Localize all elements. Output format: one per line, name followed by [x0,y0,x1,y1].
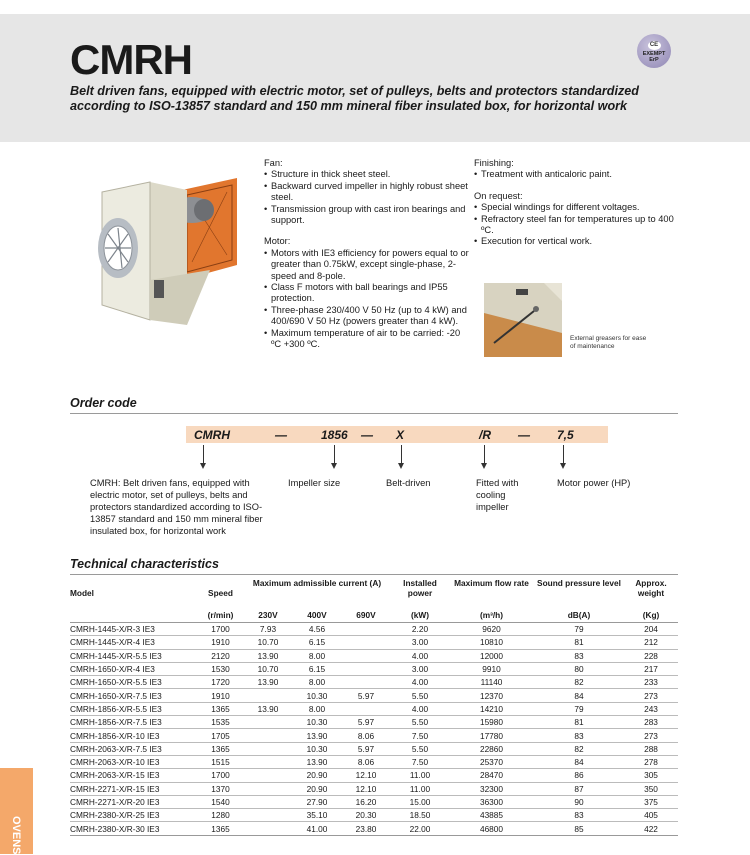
list-item: • Special windings for different voltages. [474,202,674,213]
code-part-drive: X [396,428,405,442]
table-cell: 11140 [449,676,534,689]
table-cell: 36300 [449,795,534,808]
table-row [70,822,678,835]
table-row [70,769,678,782]
table-cell: 22860 [449,742,534,755]
table-cell: 8.06 [341,755,391,768]
model-cell: CMRH-1856-X/R-10 IE3 [70,729,198,742]
table-cell: 81 [534,716,624,729]
code-desc-size: Impeller size [288,478,341,488]
table-cell: 28470 [449,769,534,782]
model-cell: CMRH-2271-X/R-15 IE3 [70,782,198,795]
page-title: CMRH [70,36,192,83]
table-cell: 1910 [198,689,243,702]
model-cell: CMRH-1650-X/R-7.5 IE3 [70,689,198,702]
list-item: • Refractory steel fan for temperatures up to 400 ºC. [474,214,674,237]
unit-cell: dB(A) [534,608,624,623]
table-cell: 13.90 [293,729,341,742]
list-item: • Motors with IE3 efficiency for powers equal to or greater than 0.75kW, except single-phase, 2-speed and 8-pole. [264,248,469,282]
table-row [70,702,678,715]
section-side-tab [0,768,33,854]
arrow-down-icon [401,445,402,464]
table-cell: 228 [624,649,678,662]
table-cell: 3.00 [391,662,449,675]
list-item: • Transmission group with cast iron bearings and support. [264,204,469,227]
units-row [70,608,678,623]
table-cell: 32300 [449,782,534,795]
unit-cell [70,608,198,623]
col-flow: Maximum flow rate [454,578,529,588]
greaser-caption: External greasers for ease of maintenance [570,335,647,350]
unit-cell: (Kg) [624,608,678,623]
table-cell: 5.50 [391,689,449,702]
list-item: • Three-phase 230/400 V 50 Hz (up to 4 kW) and 400/690 V 50 Hz (powers greater than 4 kW). [264,305,469,328]
code-desc-series: CMRH: Belt driven fans, equipped with electric motor, set of pulleys, belts and protectors standardized according to ISO-13857 standard and 150 mm mineral fiber insulated box, for horizontal work [90,478,263,536]
table-cell: 283 [624,716,678,729]
table-cell: 5.50 [391,742,449,755]
table-cell: 2.20 [391,623,449,636]
table-cell: 4.00 [391,676,449,689]
table-cell: 83 [534,809,624,822]
unit-cell: 400V [293,608,341,623]
table-cell: 41.00 [293,822,341,835]
table-cell: 1370 [198,782,243,795]
table-cell [243,689,293,702]
greaser-photo [484,283,562,357]
unit-cell: (m³/h) [449,608,534,623]
table-cell [243,795,293,808]
arrow-down-icon [203,445,204,464]
table-cell: 84 [534,689,624,702]
col-speed: Speed [208,588,233,598]
order-code-title: Order code [70,396,137,410]
table-cell: 27.90 [293,795,341,808]
col-current: Maximum admissible current (A) [252,578,382,588]
fan-product-image [92,170,242,350]
table-cell: 12.10 [341,782,391,795]
table-cell: 23.80 [341,822,391,835]
table-cell: 7.93 [243,623,293,636]
code-part-dash: — [361,428,373,442]
table-cell: 1705 [198,729,243,742]
table-cell: 8.06 [341,729,391,742]
table-cell: 16.20 [341,795,391,808]
table-row [70,636,678,649]
table-cell: 9910 [449,662,534,675]
table-cell: 5.97 [341,716,391,729]
table-cell: 4.56 [293,623,341,636]
table-cell: 1540 [198,795,243,808]
code-desc-cooling: Fitted with cooling impeller [476,478,519,512]
list-item: • Maximum temperature of air to be carried: -20 ºC +300 ºC. [264,328,469,351]
features-column-1 [264,158,469,361]
table-cell: 83 [534,649,624,662]
model-cell: CMRH-1445-X/R-4 IE3 [70,636,198,649]
table-cell: 305 [624,769,678,782]
table-cell: 79 [534,702,624,715]
table-cell: 20.90 [293,782,341,795]
table-cell: 3.00 [391,636,449,649]
table-cell: 85 [534,822,624,835]
col-sound: Sound pressure level [537,578,621,588]
features-column-2 [474,158,674,258]
fan-heading: Fan: [264,158,283,168]
fan-list [264,169,469,226]
unit-cell: (r/min) [198,608,243,623]
model-cell: CMRH-1650-X/R-5.5 IE3 [70,676,198,689]
table-cell: 204 [624,623,678,636]
table-cell: 10.30 [293,716,341,729]
finishing-list [474,169,674,180]
side-tab-label: OVENS [10,816,22,855]
table-cell: 10.30 [293,742,341,755]
ce-mark-icon: CE [648,41,661,50]
table-row [70,676,678,689]
table-cell: 15.00 [391,795,449,808]
motor-list [264,248,469,351]
table-cell: 86 [534,769,624,782]
table-cell: 46800 [449,822,534,835]
table-cell [243,822,293,835]
table-cell: 4.00 [391,649,449,662]
arrow-down-icon [563,445,564,464]
model-cell: CMRH-1445-X/R-5.5 IE3 [70,649,198,662]
on-request-list [474,202,674,248]
unit-cell: 690V [341,608,391,623]
model-cell: CMRH-2063-X/R-7.5 IE3 [70,742,198,755]
table-cell: 2120 [198,649,243,662]
table-cell: 8.00 [293,676,341,689]
unit-cell: 230V [243,608,293,623]
table-cell: 17780 [449,729,534,742]
table-cell [243,742,293,755]
table-cell: 278 [624,755,678,768]
table-cell: 288 [624,742,678,755]
code-part-cooling: /R [479,428,491,442]
table-cell: 1515 [198,755,243,768]
model-cell: CMRH-2063-X/R-15 IE3 [70,769,198,782]
table-cell: 5.50 [391,716,449,729]
col-weight: Approx. weight [635,578,667,598]
table-cell [341,676,391,689]
code-part-dash: — [275,428,287,442]
arrow-down-icon [334,445,335,464]
table-cell: 7.50 [391,729,449,742]
table-cell [243,769,293,782]
table-row [70,662,678,675]
arrow-down-icon [484,445,485,464]
list-item: • Treatment with anticaloric paint. [474,169,674,180]
table-cell: 375 [624,795,678,808]
badge-line-2: ErP [649,57,659,63]
motor-heading: Motor: [264,236,291,247]
order-code-divider [70,413,678,414]
table-cell: 422 [624,822,678,835]
code-part-size: 1856 [321,428,348,442]
code-part-dash: — [518,428,530,442]
table-cell: 20.90 [293,769,341,782]
code-part-series: CMRH [194,428,230,442]
col-power: Installed power [403,578,437,598]
model-cell: CMRH-1856-X/R-5.5 IE3 [70,702,198,715]
table-cell: 14210 [449,702,534,715]
table-cell: 1365 [198,742,243,755]
model-cell: CMRH-1856-X/R-7.5 IE3 [70,716,198,729]
table-cell: 7.50 [391,755,449,768]
table-cell: 217 [624,662,678,675]
badge-line-1: EXEMPT [642,51,666,57]
table-row [70,689,678,702]
table-cell: 8.00 [293,702,341,715]
table-cell: 6.15 [293,662,341,675]
table-row [70,742,678,755]
table-cell: 273 [624,689,678,702]
table-cell: 25370 [449,755,534,768]
table-cell: 11.00 [391,769,449,782]
table-cell [341,623,391,636]
table-cell: 12.10 [341,769,391,782]
table-cell: 6.15 [293,636,341,649]
finishing-heading: Finishing: [474,158,514,168]
tech-divider [70,574,678,575]
table-cell: 1700 [198,623,243,636]
list-item: • Structure in thick sheet steel. [264,169,469,180]
table-cell: 1700 [198,769,243,782]
table-row [70,795,678,808]
table-cell: 18.50 [391,809,449,822]
table-row [70,716,678,729]
model-cell: CMRH-2063-X/R-10 IE3 [70,755,198,768]
table-cell [243,755,293,768]
table-cell: 87 [534,782,624,795]
table-cell: 84 [534,755,624,768]
table-cell [341,662,391,675]
table-cell: 9620 [449,623,534,636]
model-cell: CMRH-2380-X/R-30 IE3 [70,822,198,835]
table-cell: 405 [624,809,678,822]
model-cell: CMRH-2271-X/R-20 IE3 [70,795,198,808]
table-cell: 1535 [198,716,243,729]
table-cell: 83 [534,729,624,742]
table-cell [243,729,293,742]
table-cell: 79 [534,623,624,636]
table-cell: 1365 [198,702,243,715]
tech-title: Technical characteristics [70,557,219,571]
table-row [70,649,678,662]
table-cell: 12000 [449,649,534,662]
table-cell [243,782,293,795]
table-row [70,782,678,795]
list-item: • Execution for vertical work. [474,236,674,247]
header-band [0,14,750,142]
table-cell: 5.97 [341,689,391,702]
table-row [70,755,678,768]
model-cell: CMRH-1445-X/R-3 IE3 [70,623,198,636]
table-cell: 233 [624,676,678,689]
page-subtitle: Belt driven fans, equipped with electric motor, set of pulleys, belts and protectors standardized according to ISO-13857 standard and 150 mm mineral fiber insulated box, for horizontal work [70,84,639,113]
table-cell: 80 [534,662,624,675]
table-cell: 43885 [449,809,534,822]
table-cell: 82 [534,676,624,689]
table-cell: 1910 [198,636,243,649]
table-cell: 350 [624,782,678,795]
table-row [70,729,678,742]
table-cell: 212 [624,636,678,649]
table-cell: 1365 [198,822,243,835]
model-cell: CMRH-2380-X/R-25 IE3 [70,809,198,822]
table-cell: 22.00 [391,822,449,835]
col-model: Model [70,588,94,598]
table-cell: 10.70 [243,636,293,649]
table-cell: 1280 [198,809,243,822]
table-cell [341,636,391,649]
table-cell: 15980 [449,716,534,729]
table-cell: 10.70 [243,662,293,675]
table-cell [243,716,293,729]
tech-table [70,578,678,836]
table-cell: 20.30 [341,809,391,822]
unit-cell: (kW) [391,608,449,623]
table-cell: 5.97 [341,742,391,755]
table-cell: 12370 [449,689,534,702]
table-cell: 10810 [449,636,534,649]
table-cell [341,649,391,662]
code-desc-power: Motor power (HP) [557,478,631,488]
table-row [70,623,678,636]
table-cell [341,702,391,715]
code-desc-drive: Belt-driven [386,478,431,488]
table-cell: 273 [624,729,678,742]
table-cell: 13.90 [293,755,341,768]
table-row [70,809,678,822]
table-cell: 82 [534,742,624,755]
table-cell: 35.10 [293,809,341,822]
model-cell: CMRH-1650-X/R-4 IE3 [70,662,198,675]
list-item: • Backward curved impeller in highly robust sheet steel. [264,181,469,204]
code-part-power: 7,5 [557,428,574,442]
table-cell: 81 [534,636,624,649]
on-request-heading: On request: [474,190,523,201]
table-cell: 13.90 [243,649,293,662]
table-cell: 11.00 [391,782,449,795]
table-cell: 10.30 [293,689,341,702]
table-cell: 4.00 [391,702,449,715]
table-cell: 1720 [198,676,243,689]
table-cell: 13.90 [243,702,293,715]
list-item: • Class F motors with ball bearings and IP55 protection. [264,282,469,305]
table-cell: 13.90 [243,676,293,689]
erp-exempt-badge [637,34,671,68]
table-cell: 243 [624,702,678,715]
table-cell: 8.00 [293,649,341,662]
table-cell: 90 [534,795,624,808]
table-cell: 1530 [198,662,243,675]
table-cell [243,809,293,822]
